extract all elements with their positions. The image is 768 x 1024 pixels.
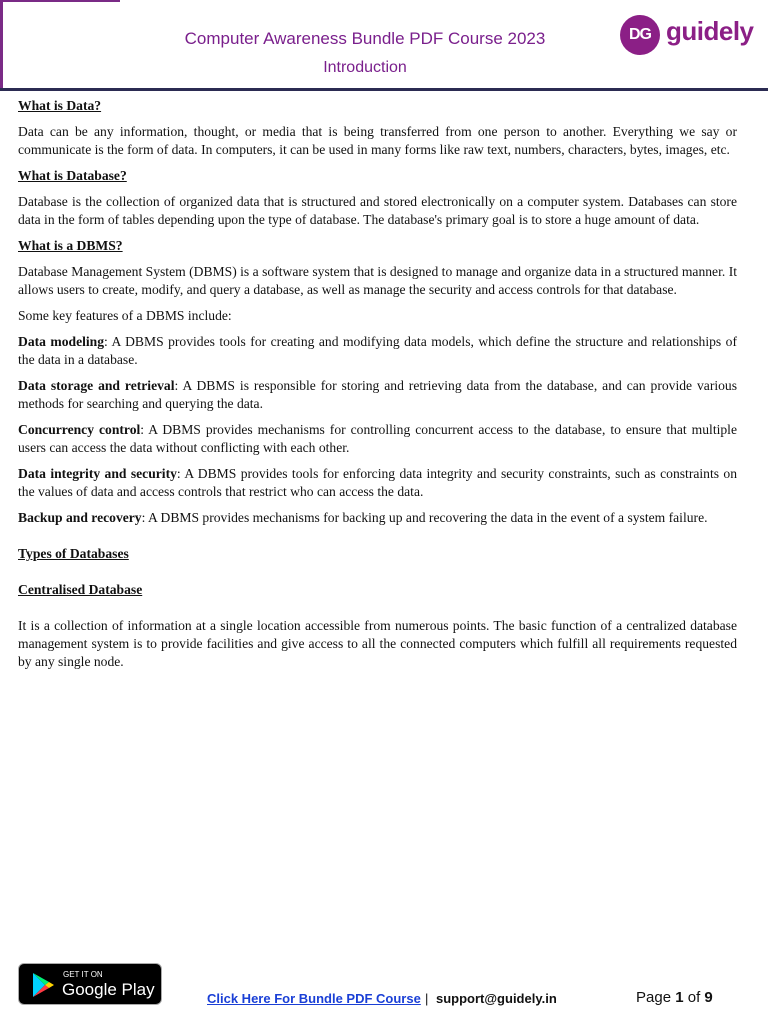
paragraph-data: Data can be any information, thought, or media that is being transferred from one person to another. Everything we say or communicate is the form of data. In computers, it can be used in many forms like raw text, numbers, characters, bytes, images, etc. — [18, 124, 737, 157]
feature-text: : A DBMS provides tools for creating and modifying data models, which define the structure and relationships of the data in a database. — [18, 334, 737, 367]
feature-item — [18, 465, 737, 501]
feature-term: Concurrency control — [18, 422, 141, 437]
heading-centralised-database: Centralised Database — [18, 582, 143, 597]
page-label: Page — [636, 989, 672, 1006]
feature-text: : A DBMS is responsible for storing and retrieving data from the database, and can provide various methods for searching and querying the data. — [18, 378, 738, 411]
feature-term: Backup and recovery — [18, 510, 142, 525]
feature-text: : A DBMS provides mechanisms for backing up and recovering the data in the event of a system failure. — [141, 510, 708, 525]
feature-term: Data integrity and security — [18, 466, 177, 481]
features-list — [18, 333, 737, 527]
page-content — [18, 97, 737, 679]
paragraph-centralised: It is a collection of information at a single location accessible from numerous points. The basic function of a centralized database management system is to provide facilities and give access to all the connected computers which fulfill all requirements requested by any single node. — [18, 618, 737, 669]
google-play-icon — [31, 972, 55, 998]
heading-what-is-database: What is Database? — [18, 168, 127, 183]
header-divider — [0, 88, 768, 91]
page-number — [636, 989, 713, 1006]
paragraph-dbms: Database Management System (DBMS) is a software system that is designed to manage and organize data in a structured manner. It allows users to create, modify, and query a database, as well as manage the security and access controls for that database. — [18, 264, 737, 297]
page-header — [0, 0, 768, 94]
page-current: 1 — [675, 989, 684, 1006]
feature-text: : A DBMS provides tools for enforcing data integrity and security constraints, such as constraints on the values of data and access controls that restrict who can access the data. — [18, 466, 738, 499]
paragraph-database: Database is the collection of organized data that is structured and stored electronically on a computer system. Databases can store data in the form of tables depending upon the type of database. The database's primary goal is to store a huge amount of data. — [18, 194, 737, 227]
feature-item — [18, 377, 737, 413]
document-title: Computer Awareness Bundle PDF Course 2023 — [184, 29, 546, 48]
heading-what-is-dbms: What is a DBMS? — [18, 238, 123, 253]
support-email[interactable]: support@guidely.in — [436, 991, 557, 1006]
feature-item — [18, 333, 737, 369]
feature-item — [18, 509, 737, 527]
play-badge-title: Google Play — [62, 980, 155, 999]
feature-term: Data storage and retrieval — [18, 378, 175, 393]
google-play-badge[interactable] — [18, 963, 162, 1005]
features-intro: Some key features of a DBMS include: — [18, 308, 232, 323]
feature-term: Data modeling — [18, 334, 105, 349]
bundle-course-link[interactable]: Click Here For Bundle PDF Course — [207, 991, 421, 1006]
feature-item — [18, 421, 737, 457]
page-of: of — [687, 989, 701, 1006]
logo-badge-icon: DG — [620, 15, 660, 55]
logo-wordmark: guidely — [666, 16, 754, 46]
heading-what-is-data: What is Data? — [18, 98, 102, 113]
play-badge-small-text: GET IT ON — [63, 970, 103, 979]
header-corner-frame — [0, 0, 120, 88]
feature-text: : A DBMS provides mechanisms for controlling concurrent access to the database, to ensure that multiple users can access the data without conflicting with each other. — [18, 422, 737, 455]
page-total: 9 — [704, 989, 713, 1006]
page-footer — [0, 960, 768, 1024]
guidely-logo — [620, 14, 760, 56]
footer-separator: | — [425, 991, 429, 1006]
heading-types-of-databases: Types of Databases — [18, 546, 129, 561]
document-subtitle: Introduction — [323, 59, 407, 76]
